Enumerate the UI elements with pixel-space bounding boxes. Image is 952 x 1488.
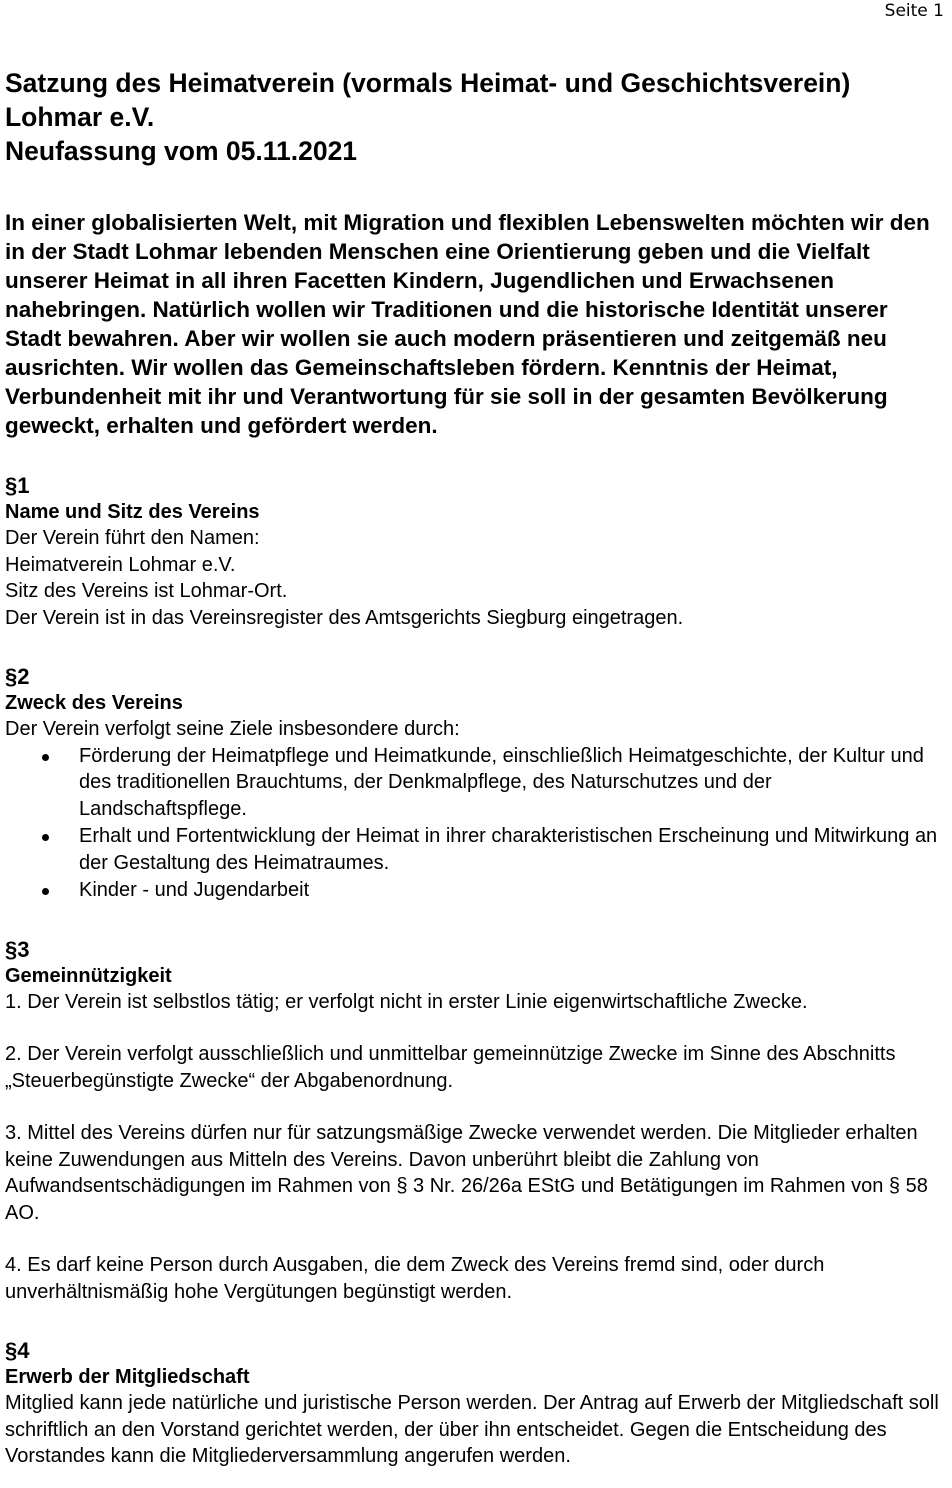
- section-line: Sitz des Vereins ist Lohmar-Ort.: [5, 580, 288, 602]
- section-2: [5, 663, 945, 904]
- paragraph: 3. Mittel des Vereins dürfen nur für satzungsmäßige Zwecke verwendet werden. Die Mitglieder erhalten keine Zuwendungen aus Mitteln des Vereins. Davon unberührt bleibt die Zahlung von Aufwandsentschädigungen im Rahmen von § 3 Nr. 26/26a EStG und Betätigungen im Rahmen von § 58 AO.: [5, 1122, 928, 1224]
- paragraph: 2. Der Verein verfolgt ausschließlich und unmittelbar gemeinnützige Zwecke im Sinne des Abschnitts „Steuerbegünstigte Zwecke“ der Abgabenordnung.: [5, 1043, 896, 1092]
- section-title: Gemeinnützigkeit: [5, 964, 172, 987]
- title-line-3: Neufassung vom 05.11.2021: [5, 136, 358, 166]
- preamble: In einer globalisierten Welt, mit Migration und flexiblen Lebenswelten möchten wir den in der Stadt Lohmar lebenden Menschen eine Orientierung geben und die Vielfalt unserer Heimat in all ihren Facetten Kindern, Jugendlichen und Erwachsenen nahebringen. Natürlich wollen wir Traditionen und die historische Identität unserer Stadt bewahren. Aber wir wollen sie auch modern präsentieren und zeitgemäß neu ausrichten. Wir wollen das Gemeinschaftsleben fördern. Kenntnis der Heimat, Verbundenheit mit ihr und Verantwortung für sie soll in der gesamten Bevölkerung geweckt, erhalten und gefördert werden.: [5, 210, 930, 438]
- title-line-2: Lohmar e.V.: [5, 102, 155, 132]
- section-4: [5, 1337, 945, 1470]
- list-item: [5, 823, 945, 876]
- section-title: Zweck des Vereins: [5, 692, 183, 714]
- bullet-icon: [42, 754, 49, 761]
- section-3: [5, 936, 945, 1306]
- section-line: Der Verein führt den Namen:: [5, 527, 260, 549]
- list-item: [5, 743, 945, 823]
- section-title: Name und Sitz des Vereins: [5, 501, 260, 523]
- section-title: Erwerb der Mitgliedschaft: [5, 1366, 250, 1388]
- page-number: Seite 1: [884, 1, 944, 21]
- document-body: [5, 66, 945, 1470]
- section-number: §4: [5, 1338, 30, 1363]
- section-number: §3: [5, 936, 30, 962]
- list-item-text: Erhalt und Fortentwicklung der Heimat in ihrer charakteristischen Erscheinung und Mitwirkung an der Gestaltung des Heimatraumes.: [79, 825, 938, 874]
- document-title: [5, 66, 945, 168]
- section-line: Heimatverein Lohmar e.V.: [5, 553, 236, 576]
- paragraph: 4. Es darf keine Person durch Ausgaben, die dem Zweck des Vereins fremd sind, oder durch unverhältnismäßig hohe Vergütungen begünstigt werden.: [5, 1254, 825, 1303]
- list-item-text: Kinder - und Jugendarbeit: [79, 879, 310, 901]
- bullet-icon: [42, 834, 49, 841]
- section-line: Der Verein ist in das Vereinsregister des Amtsgerichts Siegburg eingetragen.: [5, 606, 684, 629]
- section-number: §2: [5, 664, 30, 689]
- list-item: [5, 877, 945, 904]
- paragraph: Mitglied kann jede natürliche und juristische Person werden. Der Antrag auf Erwerb der Mitgliedschaft soll schriftlich an den Vorstand gerichtet werden, der über ihn entscheidet. Gegen die Entscheidung des Vorstandes kann die Mitgliederversammlung angerufen werden.: [5, 1392, 939, 1467]
- paragraph: 1. Der Verein ist selbstlos tätig; er verfolgt nicht in erster Linie eigenwirtschaftliche Zwecke.: [5, 990, 808, 1013]
- title-line-1: Satzung des Heimatverein (vormals Heimat- und Geschichtsverein): [5, 68, 851, 98]
- section-number: §1: [5, 473, 30, 498]
- bullet-icon: [42, 888, 49, 895]
- purpose-list: [5, 743, 945, 904]
- section-lead: Der Verein verfolgt seine Ziele insbesondere durch:: [5, 718, 460, 740]
- section-1: [5, 472, 945, 631]
- list-item-text: Förderung der Heimatpflege und Heimatkunde, einschließlich Heimatgeschichte, der Kultur und des traditionellen Brauchtums, der Denkmalpflege, des Naturschutzes und der Landschaftspflege.: [79, 744, 924, 820]
